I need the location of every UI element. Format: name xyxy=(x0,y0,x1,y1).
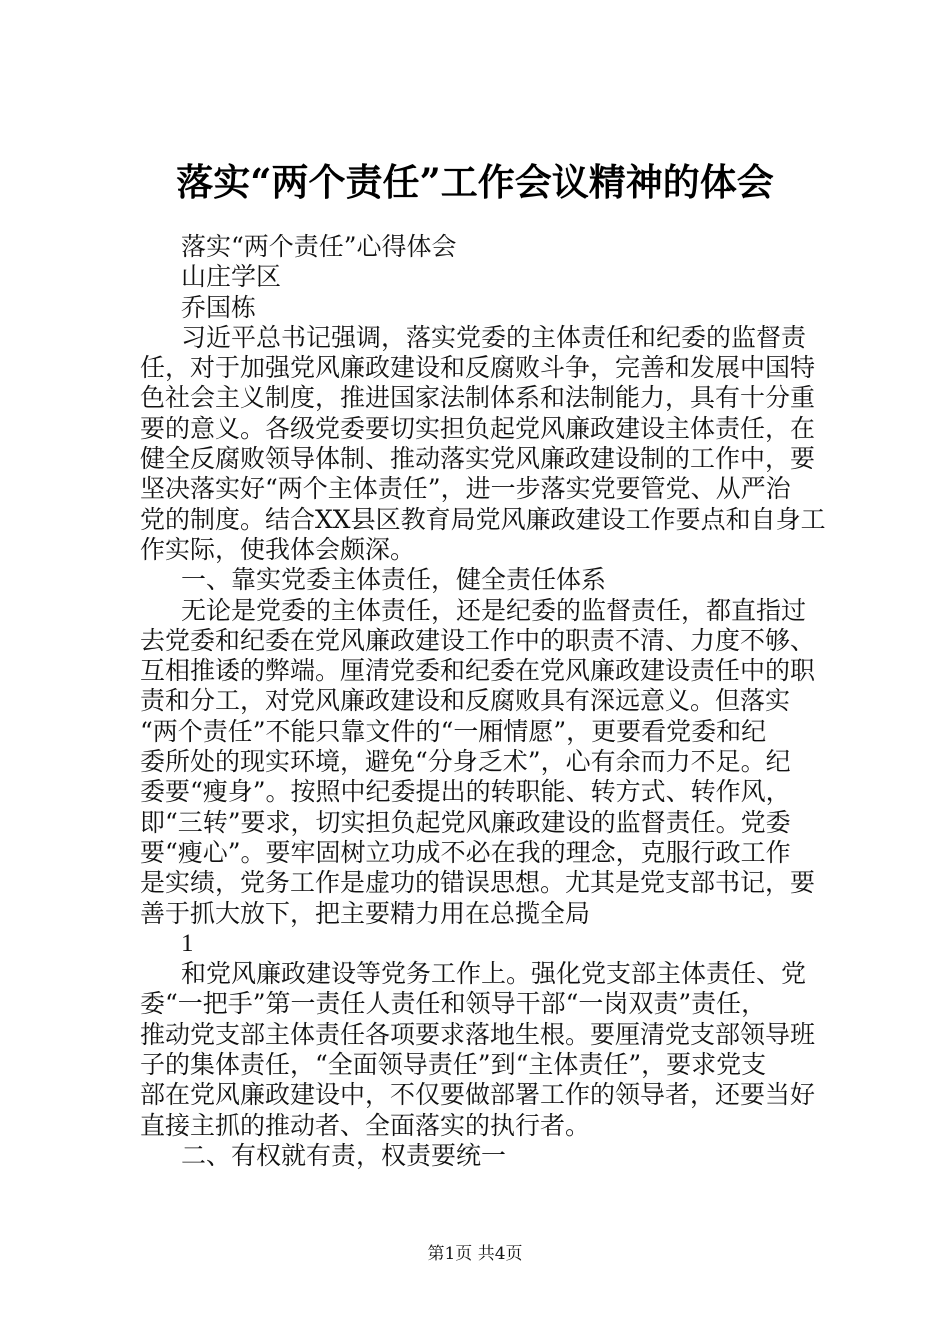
paragraph-line: 即“三转”要求，切实担负起党风廉政建设的监督责任。党委 xyxy=(140,807,791,837)
paragraph-line: 习近平总书记强调，落实党委的主体责任和纪委的监督责 xyxy=(181,322,807,352)
paragraph-line: “两个责任”不能只靠文件的“一厢情愿”，更要看党委和纪 xyxy=(140,716,767,746)
paragraph-line: 作实际，使我体会颇深。 xyxy=(140,534,416,564)
paragraph-line: 委要“瘦身”。按照中纪委提出的转职能、转方式、转作风， xyxy=(140,777,791,807)
document-title: 落实“两个责任”工作会议精神的体会 xyxy=(176,160,774,204)
paragraph-line: 是实绩，党务工作是虚功的错误思想。尤其是党支部书记，要 xyxy=(140,868,816,898)
paragraph-line: 责和分工，对党风廉政建设和反腐败具有深远意义。但落实 xyxy=(140,686,791,716)
paragraph-line: 推动党支部主体责任各项要求落地生根。要厘清党支部领导班 xyxy=(140,1019,816,1049)
paragraph-line: 党的制度。结合XX县区教育局党风廉政建设工作要点和自身工 xyxy=(140,504,826,534)
page-marker: 1 xyxy=(181,929,194,957)
paragraph-line: 和党风廉政建设等党务工作上。强化党支部主体责任、党 xyxy=(181,959,807,989)
paragraph-line: 健全反腐败领导体制、推动落实党风廉政建设制的工作中，要 xyxy=(140,444,816,474)
author-line: 乔国栋 xyxy=(181,292,257,322)
paragraph-line: 去党委和纪委在党风廉政建设工作中的职责不清、力度不够、 xyxy=(140,625,816,655)
paragraph-line: 要“瘦心”。要牢固树立功成不必在我的理念，克服行政工作 xyxy=(140,837,791,867)
paragraph-line: 善于抓大放下，把主要精力用在总揽全局 xyxy=(140,898,591,928)
subtitle-line: 落实“两个责任”心得体会 xyxy=(181,232,457,261)
paragraph-line: 无论是党委的主体责任，还是纪委的监督责任，都直指过 xyxy=(181,595,807,625)
school-line: 山庄学区 xyxy=(181,262,282,292)
document-body xyxy=(140,232,840,1171)
paragraph-line: 子的集体责任，“全面领导责任”到“主体责任”，要求党支 xyxy=(140,1050,767,1080)
paragraph-line: 色社会主义制度，推进国家法制体系和法制能力，具有十分重 xyxy=(140,383,816,413)
paragraph-line: 要的意义。各级党委要切实担负起党风廉政建设主体责任，在 xyxy=(140,413,816,443)
paragraph-line: 互相推诿的弊端。厘清党委和纪委在党风廉政建设责任中的职 xyxy=(140,656,816,686)
section-heading-1: 一、靠实党委主体责任，健全责任体系 xyxy=(181,565,607,595)
paragraph-line: 部在党风廉政建设中，不仅要做部署工作的领导者，还要当好 xyxy=(140,1080,816,1110)
paragraph-line: 任，对于加强党风廉政建设和反腐败斗争，完善和发展中国特 xyxy=(140,353,816,383)
paragraph-line: 直接主抓的推动者、全面落实的执行者。 xyxy=(140,1110,591,1140)
page-footer: 第1页 共4页 xyxy=(427,1244,523,1264)
paragraph-line: 坚决落实好“两个主体责任”，进一步落实党要管党、从严治 xyxy=(140,474,791,504)
section-heading-2: 二、有权就有责，权责要统一 xyxy=(181,1140,507,1170)
paragraph-line: 委所处的现实环境，避免“分身乏术”，心有余而力不足。纪 xyxy=(140,747,791,777)
paragraph-line: 委“一把手”第一责任人责任和领导干部“一岗双责”责任， xyxy=(140,989,767,1019)
